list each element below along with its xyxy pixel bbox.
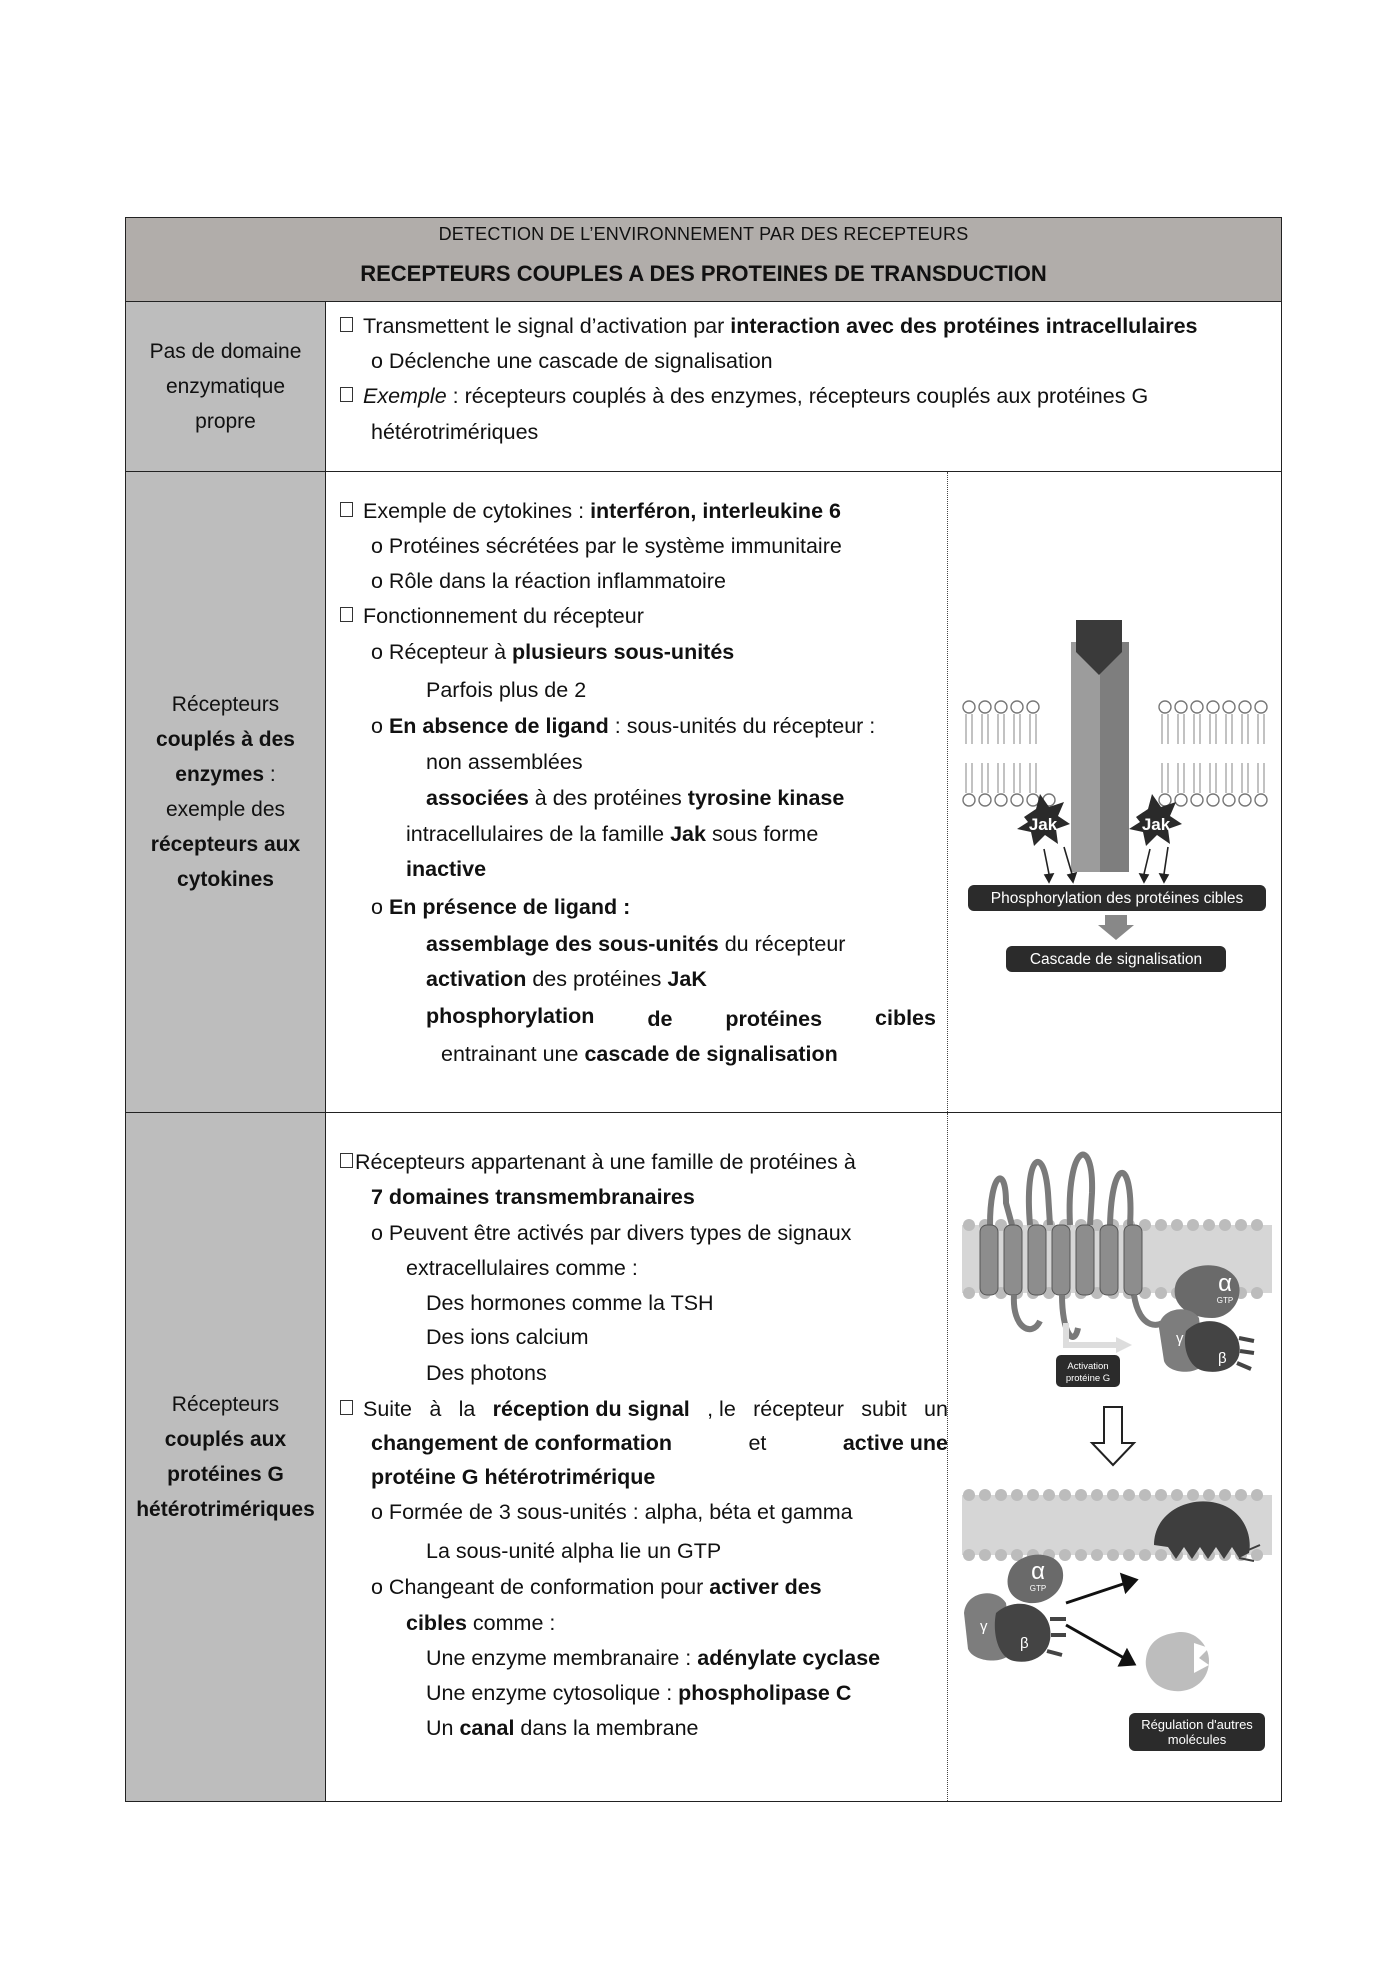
row1-label-line: propre bbox=[195, 410, 256, 433]
receptor-table bbox=[125, 217, 1282, 1802]
checkbox-icon bbox=[340, 387, 353, 402]
row2-label-line: cytokines bbox=[177, 868, 274, 891]
row3-label-line: protéines G bbox=[167, 1463, 284, 1486]
row2-label bbox=[126, 472, 326, 1112]
row2-line: Parfois plus de 2 bbox=[426, 678, 587, 702]
row3-line: Des ions calcium bbox=[426, 1325, 589, 1349]
row3-line: cibles comme : bbox=[406, 1611, 556, 1635]
checkbox-icon bbox=[340, 1153, 353, 1168]
row1-label-line: Pas de domaine bbox=[149, 340, 302, 363]
target-arrows-icon bbox=[1066, 1575, 1136, 1665]
svg-text:GTP: GTP bbox=[1029, 1584, 1047, 1593]
row-enzyme-coupled bbox=[126, 472, 1281, 1113]
row3-line: Des photons bbox=[426, 1361, 547, 1385]
row3-label-line: Récepteurs bbox=[171, 1393, 280, 1416]
down-arrow-icon bbox=[1098, 915, 1134, 940]
svg-text:β: β bbox=[1218, 1350, 1227, 1367]
row2-label-line: enzymes : bbox=[175, 763, 276, 786]
svg-text:γ: γ bbox=[1176, 1330, 1184, 1347]
row2-line: non assemblées bbox=[426, 750, 583, 774]
svg-text:Activation: Activation bbox=[1067, 1361, 1109, 1372]
row1-line2: o Déclenche une cascade de signalisation bbox=[371, 349, 773, 373]
g-protein-bottom-graphic bbox=[964, 1555, 1066, 1662]
svg-text:GTP: GTP bbox=[1216, 1296, 1234, 1305]
row2-line: inactive bbox=[406, 857, 487, 881]
activation-label bbox=[1056, 1355, 1120, 1387]
dotted-divider bbox=[947, 1113, 948, 1801]
row2-line: associées à des protéines tyrosine kinase bbox=[426, 786, 845, 810]
row2-label-line: exemple des bbox=[165, 798, 286, 821]
row3-label bbox=[126, 1113, 326, 1801]
checkbox-icon bbox=[340, 317, 353, 332]
row2-label-line: couplés à des bbox=[156, 728, 295, 751]
row2-justified-line: phosphorylation de protéines cibles bbox=[426, 1004, 936, 1031]
row3-line: o Changeant de conformation pour activer des bbox=[371, 1575, 822, 1599]
receptor-graphic bbox=[1071, 620, 1129, 872]
row3-justified-line: changement de conformation et active une bbox=[371, 1431, 948, 1455]
cytokine-receptor-diagram bbox=[954, 472, 1279, 1113]
row2-line: o Protéines sécrétées par le système immunitaire bbox=[371, 534, 842, 558]
row2-line: Fonctionnement du récepteur bbox=[340, 602, 644, 630]
row2-label-line: récepteurs aux bbox=[150, 833, 301, 856]
row3-label-line: couplés aux bbox=[164, 1428, 287, 1451]
row3-line: Récepteurs appartenant à une famille de protéines à bbox=[340, 1148, 856, 1176]
svg-text:α: α bbox=[1218, 1270, 1232, 1297]
svg-text:Phosphorylation des protéines: Phosphorylation des protéines cibles bbox=[990, 890, 1244, 907]
header-subtitle: DETECTION DE L’ENVIRONNEMENT PAR DES RECEPTEURS bbox=[438, 224, 969, 244]
row2-line: assemblage des sous-unités du récepteur bbox=[426, 932, 846, 956]
checkbox-icon bbox=[340, 502, 353, 517]
cytosolic-target-graphic bbox=[1146, 1632, 1209, 1691]
row3-label-line: hétérotrimériques bbox=[136, 1498, 315, 1521]
row3-justified-line: Suite à la réception du signal , le récepteur subit un bbox=[340, 1395, 948, 1423]
jak-left-icon bbox=[1017, 794, 1070, 846]
svg-text:Jak: Jak bbox=[1028, 815, 1058, 834]
svg-text:α: α bbox=[1031, 1558, 1045, 1585]
dotted-divider bbox=[947, 472, 948, 1112]
row3-line: Un canal dans la membrane bbox=[426, 1716, 699, 1740]
gpcr-diagram bbox=[954, 1113, 1279, 1801]
row3-line: o Peuvent être activés par divers types de signaux bbox=[371, 1221, 852, 1245]
phosphorylation-box bbox=[968, 885, 1266, 911]
row-g-protein-coupled bbox=[126, 1113, 1281, 1801]
row1-line4: hétérotrimériques bbox=[371, 420, 539, 444]
row3-content bbox=[326, 1113, 1281, 1801]
row-no-enzymatic-domain bbox=[126, 302, 1281, 472]
row1-content bbox=[326, 302, 1281, 471]
row3-line: protéine G hétérotrimérique bbox=[371, 1465, 656, 1489]
row3-line: 7 domaines transmembranaires bbox=[371, 1185, 695, 1209]
svg-text:γ: γ bbox=[980, 1618, 988, 1635]
row3-line: Des hormones comme la TSH bbox=[426, 1291, 714, 1315]
svg-text:molécules: molécules bbox=[1167, 1732, 1227, 1747]
row2-line: o En présence de ligand : bbox=[371, 895, 631, 919]
row2-line: o Récepteur à plusieurs sous-unités bbox=[371, 640, 735, 664]
row1-line1: Transmettent le signal d’activation par interaction avec des protéines intracellulaires bbox=[340, 312, 1198, 340]
row2-label-line: Récepteurs bbox=[171, 693, 280, 716]
row3-line: La sous-unité alpha lie un GTP bbox=[426, 1539, 722, 1563]
row3-line: extracellulaires comme : bbox=[406, 1256, 638, 1280]
row3-line: Une enzyme membranaire : adénylate cyclase bbox=[426, 1646, 881, 1670]
svg-text:Cascade de signalisation: Cascade de signalisation bbox=[1029, 951, 1203, 968]
signaling-cascade-box bbox=[1006, 946, 1226, 972]
row2-line: activation des protéines JaK bbox=[426, 967, 707, 991]
row3-line: Une enzyme cytosolique : phospholipase C bbox=[426, 1681, 852, 1705]
row2-line: Exemple de cytokines : interféron, interleukine 6 bbox=[340, 497, 841, 525]
row1-line3: Exemple : récepteurs couplés à des enzymes, récepteurs couplés aux protéines G bbox=[340, 382, 1148, 410]
checkbox-icon bbox=[340, 1400, 353, 1415]
regulation-label bbox=[1129, 1713, 1265, 1751]
row1-label-line: enzymatique bbox=[165, 375, 286, 398]
row2-line: entrainant une cascade de signalisation bbox=[441, 1042, 838, 1066]
row2-line: o Rôle dans la réaction inflammatoire bbox=[371, 569, 726, 593]
row2-line: o En absence de ligand : sous-unités du récepteur : bbox=[371, 714, 876, 738]
checkbox-icon bbox=[340, 607, 353, 622]
row2-line: intracellulaires de la famille Jak sous forme bbox=[406, 822, 819, 846]
row2-content bbox=[326, 472, 1281, 1112]
svg-text:β: β bbox=[1020, 1635, 1029, 1652]
row3-line: o Formée de 3 sous-unités : alpha, béta et gamma bbox=[371, 1500, 853, 1524]
svg-text:Jak: Jak bbox=[1141, 815, 1171, 834]
row1-label bbox=[126, 302, 326, 471]
header-title: RECEPTEURS COUPLES A DES PROTEINES DE TRANSDUCTION bbox=[360, 261, 1047, 286]
svg-text:Régulation d'autres: Régulation d'autres bbox=[1141, 1717, 1253, 1732]
jak-right-icon bbox=[1129, 794, 1182, 846]
hollow-down-arrow-icon bbox=[1092, 1407, 1134, 1465]
svg-text:protéine G: protéine G bbox=[1065, 1373, 1111, 1384]
table-header bbox=[126, 218, 1281, 302]
